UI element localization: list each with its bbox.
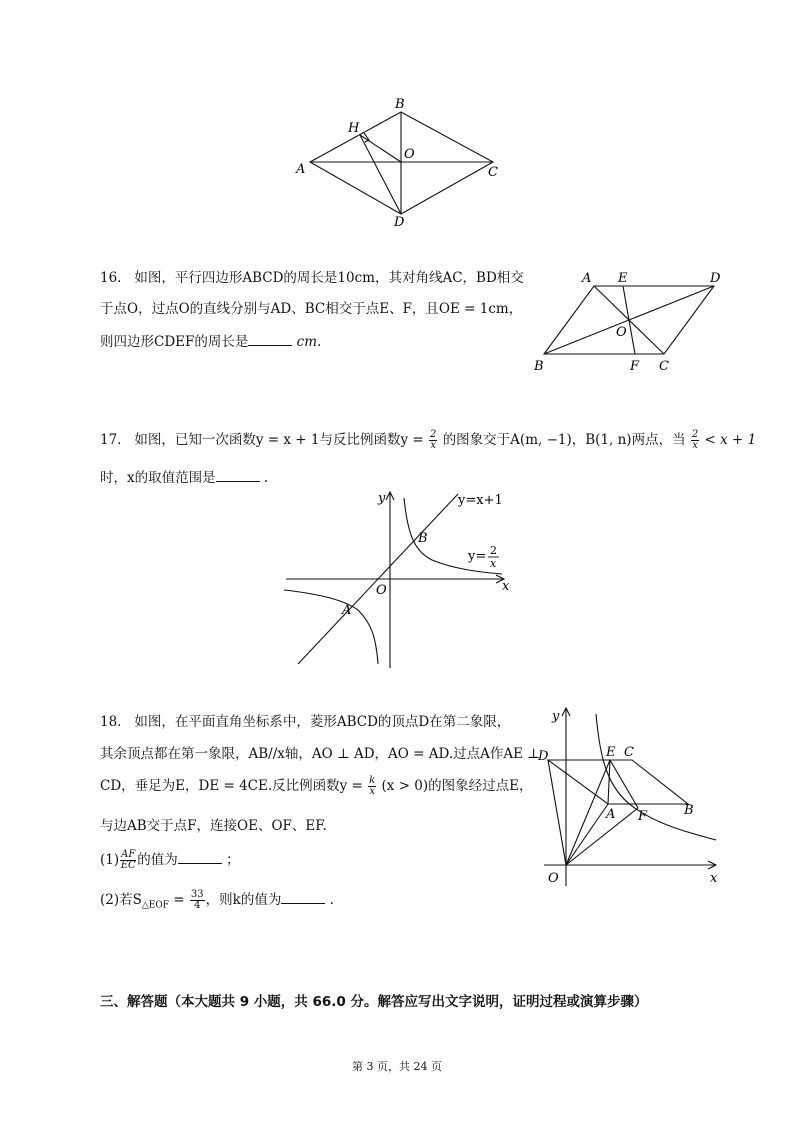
q16-answer-blank[interactable] xyxy=(248,331,292,346)
q17-line1 xyxy=(100,428,756,451)
q17-hyperbola-q3 xyxy=(284,590,378,664)
fig17-label-hyp-prefix: y= xyxy=(468,549,487,564)
q18-line4 xyxy=(100,814,327,834)
fig17-label-O: O xyxy=(376,583,387,598)
fig15-label-A: A xyxy=(296,162,306,177)
fig16-label-B: B xyxy=(534,359,544,374)
q17-number: 17. xyxy=(100,432,122,448)
fig15-label-O: O xyxy=(404,147,415,162)
q16-number: 16. xyxy=(100,270,122,286)
fig17-label-line: y=x+1 xyxy=(458,493,503,508)
q18-part2-text: ，则k的值为 xyxy=(205,892,282,908)
fig16-label-O: O xyxy=(616,325,627,340)
q18-part2-eq: = xyxy=(173,892,185,908)
q18-part1-answer-blank[interactable] xyxy=(178,849,222,864)
fig16-label-F: F xyxy=(630,359,640,374)
fig18-label-D: D xyxy=(538,749,549,764)
fig18-label-A: A xyxy=(606,807,616,822)
q16-text-3a: 则四边形CDEF的周长是 xyxy=(100,334,249,350)
fig16-label-D: D xyxy=(710,271,721,286)
figure-q17-graph xyxy=(280,486,520,670)
fig18-label-E: E xyxy=(606,745,616,760)
fig17-label-hyp-den: x xyxy=(490,557,497,570)
q17-text-1b: 的图象交于A(m, −1)，B(1, n)两点，当 xyxy=(442,432,686,448)
q16-text-3b: cm. xyxy=(296,334,322,350)
q17-text-2a: 时，x的取值范围是 xyxy=(100,470,216,486)
fig18-label-y: y xyxy=(552,709,560,724)
q18-fraction-af-ec: $\frac{AF}{EC}$ xyxy=(120,849,136,871)
q16-line3 xyxy=(100,330,321,350)
q17-answer-blank[interactable] xyxy=(216,467,260,482)
q17-text-1a: 如图，已知一次函数y = x + 1与反比例函数y = xyxy=(134,432,424,448)
q18-line2 xyxy=(100,742,540,762)
q18-text-2: 其余顶点都在第一象限，AB//x轴，AO ⊥ AD，AO = AD.过点A作AE ⊥ xyxy=(100,746,540,762)
fig15-label-B: B xyxy=(395,97,405,112)
q18-part2-answer-blank[interactable] xyxy=(281,889,325,904)
q18-part2 xyxy=(100,888,334,911)
q18-text-1: 如图，在平面直角坐标系中，菱形ABCD的顶点D在第二象限， xyxy=(134,714,511,730)
q18-line3 xyxy=(100,774,533,797)
q18-part2-end: . xyxy=(329,892,334,908)
q17-line2 xyxy=(100,466,268,486)
fig15-label-H: H xyxy=(348,121,360,136)
q18-line1 xyxy=(100,710,510,730)
q18-number: 18. xyxy=(100,714,122,730)
q17-text-1c: < x + 1 xyxy=(704,432,757,448)
fig16-label-E: E xyxy=(618,271,628,286)
section-3-heading: 三、解答题（本大题共 9 小题，共 66.0 分。解答应写出文字说明，证明过程或演算步骤） xyxy=(100,994,648,1010)
fig17-label-A: A xyxy=(342,603,352,618)
q16-text-2: 于点O，过点O的直线分别与AD、BC相交于点E、F，且OE = 1cm， xyxy=(100,301,523,317)
fig18-label-O: O xyxy=(548,871,559,886)
fig17-label-hyp-num: 2 xyxy=(490,544,497,557)
page-number-footer: 第 3 页，共 24 页 xyxy=(352,1060,442,1073)
fig15-label-D: D xyxy=(394,215,405,230)
figure-q16-parallelogram xyxy=(530,266,730,378)
q18-part1-text: 的值为 xyxy=(137,852,178,868)
q18-part2-label: (2)若S xyxy=(100,892,142,908)
fig15-label-C: C xyxy=(488,165,498,180)
fig17-label-B: B xyxy=(418,531,428,546)
q18-part2-subscript: △EOF xyxy=(141,900,169,911)
q18-part1 xyxy=(100,848,240,871)
q17-fraction-2: $\frac{2}{x}$ xyxy=(691,429,699,451)
fig16-label-A: A xyxy=(582,271,592,286)
fig18-label-x: x xyxy=(710,871,718,886)
q18-rhombus xyxy=(548,760,688,804)
fig18-label-B: B xyxy=(684,803,694,818)
figure-q18-graph xyxy=(536,700,726,888)
q17-fraction-1: $\frac{2}{x}$ xyxy=(430,429,437,451)
fig18-label-F: F xyxy=(638,809,648,824)
figure-q15-rhombus xyxy=(290,92,510,232)
q18-fraction-k-over-x: $\frac{k}{x}$ xyxy=(369,775,376,797)
fig16-label-C: C xyxy=(659,359,669,374)
q16-line2 xyxy=(100,297,522,317)
q18-text-3b: (x > 0)的图象经过点E， xyxy=(381,778,533,794)
q16-line1 xyxy=(100,266,524,286)
q17-text-2b: . xyxy=(263,470,269,486)
q18-text-4: 与边AB交于点F，连接OE、OF、EF. xyxy=(100,818,327,834)
fig18-label-C: C xyxy=(624,745,634,760)
q18-part1-end: ； xyxy=(226,852,240,868)
q16-text-1: 如图，平行四边形ABCD的周长是10cm，其对角线AC，BD相交 xyxy=(134,270,524,286)
fig17-label-y: y xyxy=(378,491,386,506)
q18-part1-label: (1) xyxy=(100,852,120,868)
q18-fraction-33-4: $\frac{33}{4}$ xyxy=(190,889,204,911)
q18-text-3a: CD，垂足为E，DE = 4CE.反比例函数y = xyxy=(100,778,363,794)
fig17-label-x: x xyxy=(502,579,510,594)
